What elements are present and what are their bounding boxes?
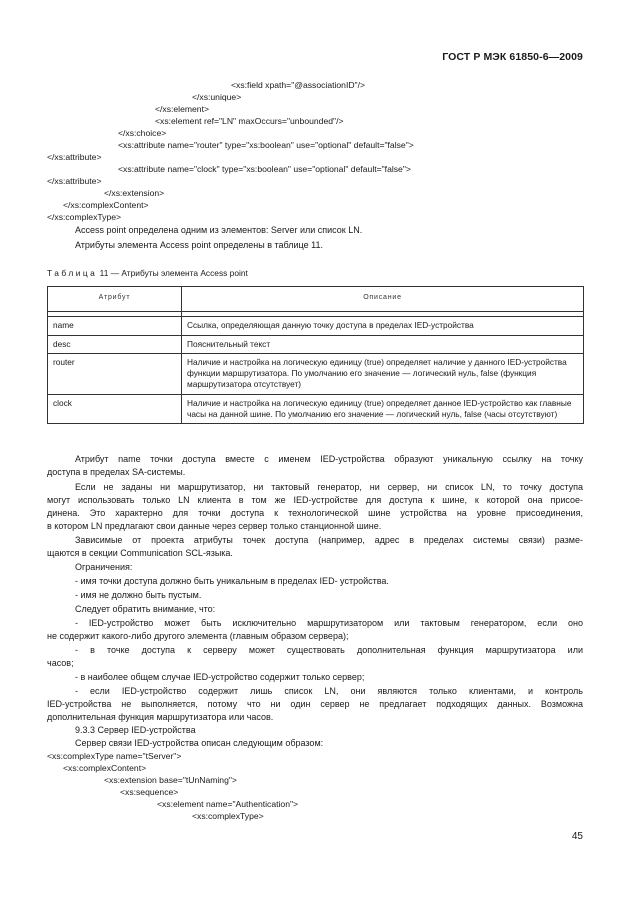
table-row xyxy=(48,394,584,424)
attributes-table xyxy=(47,286,584,424)
table-caption-text: 11 — Атрибуты элемента Access point xyxy=(97,268,248,278)
header-description: Описание xyxy=(182,287,584,312)
list-item: дополнительная функция маршрутизатора или часов. xyxy=(47,712,274,722)
code-line: </xs:attribute> xyxy=(47,176,102,186)
paragraph-line: динена. Это характерно для точки доступа к технологической шине устройства на уровне присоединения, xyxy=(47,508,583,518)
list-item: - IED-устройство может быть исключительно маршрутизатором или тактовым генератором, если оно xyxy=(75,618,583,628)
code-line: </xs:choice> xyxy=(118,128,167,138)
cell-attribute: desc xyxy=(48,335,182,353)
standard-header: ГОСТ Р МЭК 61850-6—2009 xyxy=(442,51,583,63)
table-header-row xyxy=(48,287,584,312)
code-line: <xs:sequence> xyxy=(120,787,179,797)
code-line: <xs:complexContent> xyxy=(63,763,147,773)
paragraph-line: Ограничения: xyxy=(75,562,133,572)
paragraph-line: Сервер связи IED-устройства описан следующим образом: xyxy=(75,738,324,748)
code-line: </xs:unique> xyxy=(192,92,242,102)
paragraph-line: в котором LN предлагают свои данные через сервер только станционной шине. xyxy=(47,521,382,531)
code-line: <xs:extension base="tUnNaming"> xyxy=(104,775,237,785)
paragraph-line: Атрибуты элемента Access point определены в таблице 11. xyxy=(75,240,323,250)
header-attribute: Атрибут xyxy=(48,287,182,312)
cell-attribute: router xyxy=(48,353,182,394)
table-row xyxy=(48,335,584,353)
paragraph-line: щаются в секции Communication SCL-языка. xyxy=(47,548,233,558)
code-line: </xs:complexContent> xyxy=(63,200,149,210)
code-line: <xs:field xpath="@associationID"/> xyxy=(231,80,366,90)
code-line: <xs:complexType name="tServer"> xyxy=(47,751,182,761)
cell-attribute: clock xyxy=(48,394,182,424)
list-item: - в наиболее общем случае IED-устройство содержит только сервер; xyxy=(75,672,365,682)
cell-attribute: name xyxy=(48,317,182,335)
list-item: часов; xyxy=(47,658,74,668)
code-line: <xs:element name="Authentication"> xyxy=(157,799,299,809)
paragraph-line: Если не заданы ни маршрутизатор, ни тактовый генератор, ни сервер, ни список LN, то точку доступа xyxy=(75,482,583,492)
code-line: </xs:attribute> xyxy=(47,152,102,162)
code-line: </xs:extension> xyxy=(104,188,165,198)
list-item: не содержит какого-либо другого элемента (главным образом сервера); xyxy=(47,631,349,641)
list-item: - имя не должно быть пустым. xyxy=(75,590,202,600)
list-item: IED-устройства не выполняется, потому что ни один сервер не предлагает подходящих данных. Возможна xyxy=(47,699,583,709)
cell-description: Ссылка, определяющая данную точку доступа в пределах IED-устройства xyxy=(182,317,584,335)
table-row xyxy=(48,353,584,394)
code-line: <xs:attribute name="router" type="xs:boolean" use="optional" default="false"> xyxy=(118,140,414,150)
code-line: </xs:complexType> xyxy=(47,212,122,222)
table-caption-prefix: Таблица xyxy=(47,268,98,278)
page-number: 45 xyxy=(571,831,583,842)
section-heading: 9.3.3 Сервер IED-устройства xyxy=(75,725,196,735)
code-line: <xs:complexType> xyxy=(192,811,264,821)
paragraph-line: Следует обратить внимание, что: xyxy=(75,604,216,614)
paragraph-line: доступа в пределах SA-системы. xyxy=(47,467,186,477)
paragraph-line: Access point определена одним из элементов: Server или список LN. xyxy=(75,225,363,235)
paragraph-line: Зависимые от проекта атрибуты точек доступа (например, адрес в пределах системы связи) разме- xyxy=(75,535,583,545)
cell-description: Пояснительный текст xyxy=(182,335,584,353)
paragraph-line: могут использовать только LN клиента в том же IED-устройстве для доступа к шине, к которой она присое- xyxy=(47,495,583,505)
code-line: </xs:element> xyxy=(155,104,209,114)
list-item: - если IED-устройство содержит лишь список LN, они являются только клиентами, и контроль xyxy=(75,686,583,696)
table-caption xyxy=(47,268,248,278)
code-line: <xs:element ref="LN" maxOccurs="unbounded"/> xyxy=(155,116,344,126)
paragraph-line: Атрибут name точки доступа вместе с именем IED-устройства образуют уникальную ссылку на точку xyxy=(75,454,583,464)
cell-description: Наличие и настройка на логическую единицу (true) определяет наличие у данного IED-устройства функции маршрутизатора. По умолчанию его значение — логический нуль, false (функция маршрутизатора отсутствует) xyxy=(182,353,584,394)
cell-description: Наличие и настройка на логическую единицу (true) определяет данное IED-устройство как главные часы на данной шине. По умолчанию его значение — логический нуль, false (часы отсутствуют) xyxy=(182,394,584,424)
list-item: - имя точки доступа должно быть уникальным в пределах IED- устройства. xyxy=(75,576,389,586)
table-row xyxy=(48,317,584,335)
list-item: - в точке доступа к серверу может существовать дополнительная функция маршрутизатора или xyxy=(75,645,583,655)
code-line: <xs:attribute name="clock" type="xs:boolean" use="optional" default="false"> xyxy=(118,164,411,174)
